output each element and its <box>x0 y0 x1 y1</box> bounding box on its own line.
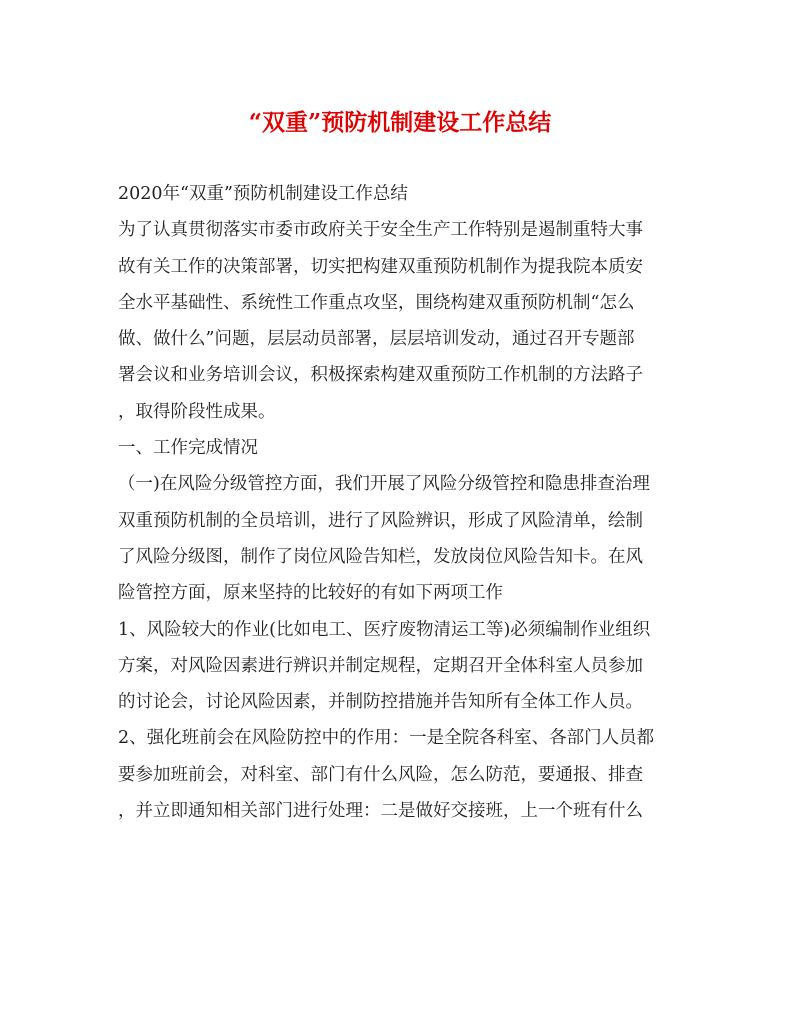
body-line: 1、风险较大的作业(比如电工、医疗废物清运工等)必须编制作业组织 <box>118 619 651 640</box>
body-line: 的讨论会，讨论风险因素，并制防控措施并告知所有全体工作人员。 <box>118 692 643 713</box>
document-title: “双重”预防机制建设工作总结 <box>248 109 552 136</box>
body-line: 了风险分级图，制作了岗位风险告知栏，发放岗位风险告知卡。在风 <box>118 546 643 567</box>
body-line: ，并立即通知相关部门进行处理：二是做好交接班，上一个班有什么 <box>118 801 643 822</box>
section-heading: 一、工作完成情况 <box>118 438 258 459</box>
body-line: ，取得阶段性成果。 <box>118 401 276 422</box>
body-line: 方案，对风险因素进行辨识并制定规程，定期召开全体科室人员参加 <box>118 655 643 676</box>
body-line: 做、做什么”问题，层层动员部署，层层培训发动，通过召开专题部 <box>118 329 635 350</box>
body-line: 为了认真贯彻落实市委市政府关于安全生产工作特别是遏制重特大事 <box>118 220 643 241</box>
body-line: 全水平基础性、系统性工作重点攻坚，围绕构建双重预防机制“怎么 <box>118 292 635 313</box>
body-line: 双重预防机制的全员培训，进行了风险辨识，形成了风险清单，绘制 <box>118 510 643 531</box>
body-line: 2、强化班前会在风险防控中的作用：一是全院各科室、各部门人员都 <box>118 728 655 749</box>
body-line: 署会议和业务培训会议，积极探索构建双重预防工作机制的方法路子 <box>118 365 643 386</box>
body-line: 故有关工作的决策部署，切实把构建双重预防机制作为提我院本质安 <box>118 256 643 277</box>
document-body <box>118 176 698 829</box>
body-line: （一)在风险分级管控方面，我们开展了风险分级管控和隐患排查治理 <box>118 474 650 495</box>
body-line: 2020年“双重”预防机制建设工作总结 <box>118 184 408 204</box>
body-line: 要参加班前会，对科室、部门有什么风险，怎么防范，要通报、排查 <box>118 764 643 785</box>
body-line: 险管控方面，原来坚持的比较好的有如下两项工作 <box>118 583 503 604</box>
